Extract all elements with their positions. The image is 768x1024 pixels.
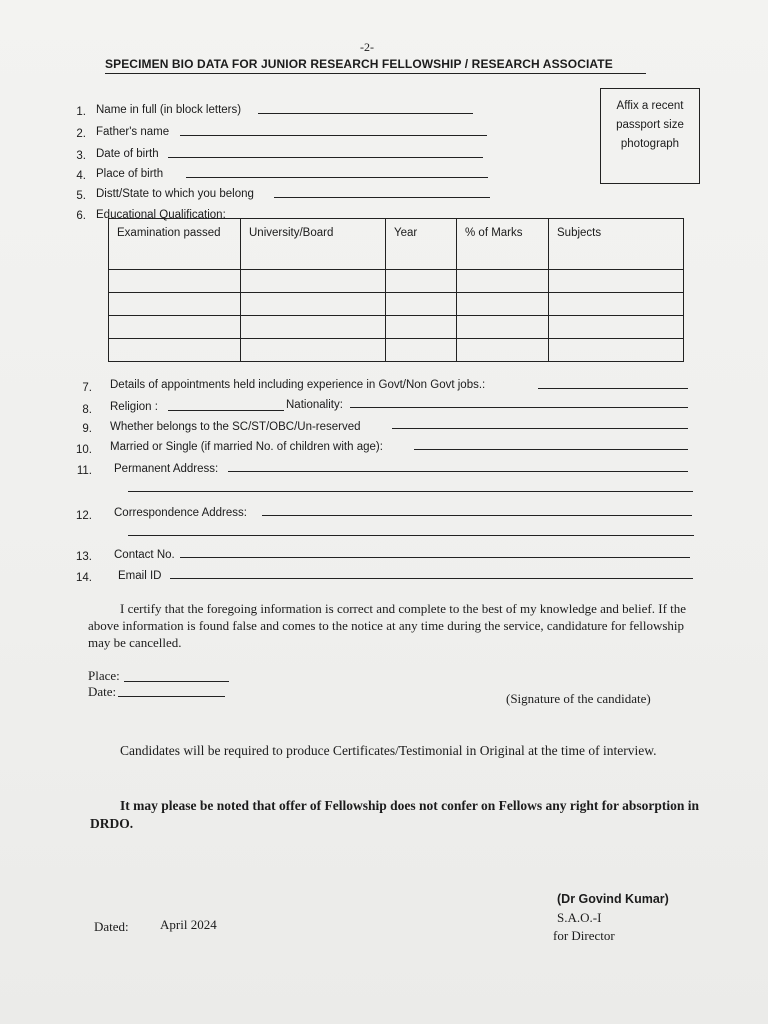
state-blank[interactable] — [274, 197, 490, 198]
field-3-number: 3. — [76, 150, 86, 162]
certification-paragraph: I certify that the foregoing information is correct and complete to the best of my knowledge and belief. If the above information is found false and comes to the notice at any time during the service, candidature for fellowship may be cancelled. — [88, 601, 687, 650]
field-6-label: Educational Qualification: — [96, 209, 226, 221]
photo-box-line-2: passport size — [616, 119, 684, 131]
correspondence-address-blank[interactable] — [262, 515, 692, 516]
field-1-label: Name in full (in block letters) — [96, 104, 242, 116]
title-underline — [105, 73, 646, 74]
field-3-label: Date of birth — [96, 148, 159, 160]
place-of-birth-blank[interactable] — [186, 177, 488, 178]
permanent-address-blank-2[interactable] — [128, 491, 693, 492]
religion-blank[interactable] — [168, 410, 284, 411]
col-examination: Examination passed — [109, 219, 241, 270]
place-label: Place: — [88, 668, 120, 683]
field-13-number: 13. — [76, 551, 92, 563]
table-row[interactable] — [109, 316, 684, 339]
place-blank[interactable] — [124, 681, 229, 682]
field-9-number: 9. — [82, 423, 92, 435]
field-7-label: Details of appointments held including experience in Govt/Non Govt jobs.: — [110, 379, 486, 391]
page-number: -2- — [360, 40, 374, 54]
signatory-name: (Dr Govind Kumar) — [557, 892, 669, 906]
education-table — [108, 218, 684, 362]
certificates-note: Candidates will be required to produce Certificates/Testimonial in Original at the time of interview. — [120, 743, 657, 758]
col-year: Year — [386, 219, 457, 270]
marital-status-blank[interactable] — [414, 449, 688, 450]
field-11-number: 11. — [76, 465, 92, 477]
dob-blank[interactable] — [168, 157, 483, 158]
photo-box-line-3: photograph — [620, 138, 680, 150]
field-9-label: Whether belongs to the SC/ST/OBC/Un-reserved — [110, 421, 361, 433]
field-10-label: Married or Single (if married No. of children with age): — [110, 441, 383, 453]
field-4-label: Place of birth — [96, 168, 164, 180]
permanent-address-blank[interactable] — [228, 471, 688, 472]
field-8-number: 8. — [82, 404, 92, 416]
certification-text — [88, 600, 708, 651]
nationality-label: Nationality: — [286, 399, 343, 411]
signatory-for: for Director — [553, 928, 615, 943]
field-12-label: Correspondence Address: — [114, 507, 247, 519]
field-6-number: 6. — [76, 210, 86, 222]
category-blank[interactable] — [392, 428, 688, 429]
table-row[interactable] — [109, 270, 684, 293]
col-marks: % of Marks — [457, 219, 549, 270]
signature-label: (Signature of the candidate) — [506, 691, 651, 706]
field-8-label: Religion : — [110, 401, 158, 413]
document-title: SPECIMEN BIO DATA FOR JUNIOR RESEARCH FELLOWSHIP / RESEARCH ASSOCIATE — [105, 57, 613, 71]
photo-box — [600, 88, 700, 184]
date-blank[interactable] — [118, 696, 225, 697]
field-5-label: Distt/State to which you belong — [96, 188, 254, 200]
col-university: University/Board — [241, 219, 386, 270]
correspondence-address-blank-2[interactable] — [128, 535, 694, 536]
field-10-number: 10. — [76, 444, 92, 456]
table-row[interactable] — [109, 339, 684, 362]
fathers-name-blank[interactable] — [180, 135, 487, 136]
field-2-number: 2. — [76, 128, 86, 140]
table-header-row — [109, 219, 684, 270]
field-4-number: 4. — [76, 170, 86, 182]
field-13-label: Contact No. — [114, 549, 175, 561]
field-14-label: Email ID — [118, 570, 162, 582]
signatory-designation: S.A.O.-I — [557, 910, 602, 925]
date-label: Date: — [88, 684, 117, 699]
photo-box-line-1: Affix a recent — [616, 100, 684, 112]
field-1-number: 1. — [76, 106, 86, 118]
email-blank[interactable] — [170, 578, 693, 579]
field-2-label: Father's name — [96, 126, 170, 138]
appointments-blank[interactable] — [538, 388, 688, 389]
name-blank[interactable] — [258, 113, 473, 114]
field-11-label: Permanent Address: — [114, 463, 219, 475]
field-14-number: 14. — [76, 572, 92, 584]
dated-value: April 2024 — [160, 917, 217, 932]
field-7-number: 7. — [82, 382, 92, 394]
nationality-blank[interactable] — [350, 407, 688, 408]
col-subjects: Subjects — [549, 219, 684, 270]
field-12-number: 12. — [76, 510, 92, 522]
field-5-number: 5. — [76, 190, 86, 202]
fellowship-note: It may please be noted that offer of Fellowship does not confer on Fellows any right for absorption in DRDO. — [90, 798, 699, 831]
table-row[interactable] — [109, 293, 684, 316]
dated-label: Dated: — [94, 919, 129, 934]
contact-no-blank[interactable] — [180, 557, 690, 558]
